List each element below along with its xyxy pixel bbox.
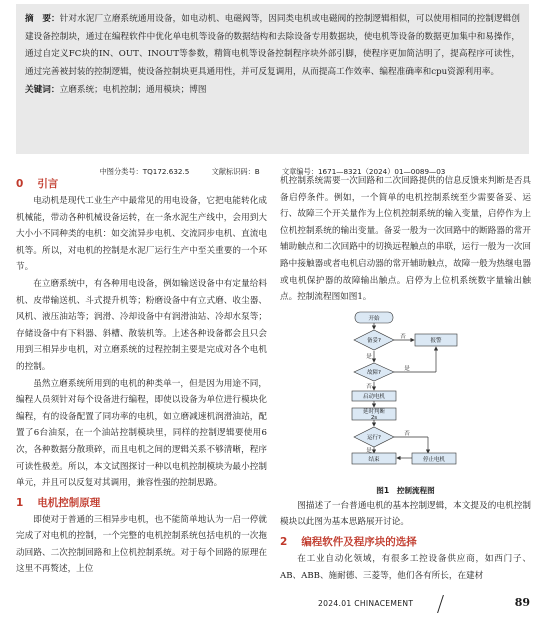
right-paragraph-2: 图描述了一台普通电机的基本控制逻辑，本文提及的电机控制模块以此图为基本思路展开讨论。 — [280, 500, 531, 528]
flow-fault-yes: 是 — [404, 365, 410, 372]
flow-delay-label: 延时判断 — [362, 408, 386, 415]
right-column — [280, 173, 531, 584]
section-2-heading — [280, 534, 531, 551]
section-1-number: 1 — [16, 496, 24, 509]
flow-running-label: 运行? — [367, 434, 381, 441]
flow-ready-no: 否 — [400, 333, 406, 340]
keywords-label: 关键词： — [25, 85, 60, 95]
section-1-heading — [16, 495, 267, 512]
flow-alarm-label: 报警 — [430, 337, 442, 344]
journal-name: 2024.01 CHINACEMENT — [318, 599, 414, 608]
section-1-paragraph: 即使对于普通的三相异步电机，也不能简单地认为一启一停就完成了对电机的控制，一个完整的电机控制系统包括电机的一次拖动回路、二次控制回路和上位机控制系统。对于每个回路的原理在这里不再赘述，上位 — [16, 514, 267, 575]
section-2-number: 2 — [280, 535, 288, 548]
page-footer — [318, 597, 530, 613]
flow-fault-no: 否 — [366, 383, 372, 390]
keywords-text: 立磨系统；电机控制；通用模块；博图 — [59, 85, 207, 95]
intro-paragraph-2: 在立磨系统中，有各种用电设备，例如输送设备中有定量给料机、皮带输送机、斗式提升机等；粉磨设备中有立式磨、收尘器、风机、液压油站等；润滑、冷却设备中有润滑油站、冷却水泵等；存储设备中有下料器、斜槽、散装机等。上述各种设备都会且只会用到三相异步电机，对立磨系统的过程控制主要是完成对各个电机的控制。 — [16, 278, 267, 372]
right-paragraph-1: 机控制系统需要一次回路和二次回路提供的信息反馈来判断是否具备启停条件。例如，一个简单的电机控制系统至少需要备妥、运行、故障三个开关量作为上位机控制系统的输入变量，启停作为上位机控制系统的输出变量。备妥一般为一次回路中的断路器的常开辅助触点和二次回路中的切换远程触点的串联，运行一般为一次回路中接触器或者电机启动器的常开辅助触点，故障一般为热继电器或电机保护器的故障输出触点。启停为上位机系统数字量输出触点。控制流程图如图1。 — [280, 176, 531, 303]
intro-paragraph-1: 电动机是现代工业生产中最常见的用电设备，它把电能转化成机械能，带动各种机械设备运转，在一条水泥生产线中，会用到大大小小不同种类的电机：如交流异步电机、交流同步电机、直流电机等。所以，对电机的控制是水泥厂运行生产中至关重要的一个环节。 — [16, 196, 267, 273]
footer-divider — [437, 595, 444, 613]
section-1-title: 电机控制原理 — [37, 496, 101, 509]
clc-number: 中图分类号：TQ172.632.5 — [99, 167, 190, 176]
section-0-heading — [16, 176, 267, 193]
flow-delay-value: 2s — [370, 414, 378, 421]
flow-start-motor-label: 启动电机 — [362, 393, 386, 400]
article-number: 文章编号：1671—8321（2024）01—0089—03 — [282, 167, 446, 176]
section-2-paragraph: 在工业自动化领域，有很多工控设备供应商，如西门子、AB、ABB、施耐德、三菱等，他们各有所长，在建材 — [280, 553, 531, 581]
flow-end-label: 结束 — [368, 456, 380, 463]
flow-ready-label: 备妥? — [367, 337, 381, 344]
page-number: 89 — [514, 596, 530, 609]
intro-paragraph-3: 虽然立磨系统所用到的电机的种类单一，但是因为用途不同，编程人员须针对每个设备进行编程，即使以设备为单位进行模块化编程，有的设备配置了同功率的电机，如立磨减速机润滑油站，配置了6台油泵，在一个油站控制模块里，同样的控制逻辑要使用6次，各种数据分散琐碎，而且电机之间的逻辑关系不够清晰，程序可读性极差。所以，本文试图探讨一种以电机控制模块为最小控制单元，并且可以反复对其调用，兼容性强的控制思路。 — [16, 378, 267, 489]
flow-start-label: 开始 — [368, 315, 380, 322]
abstract-paragraph — [25, 11, 520, 81]
section-0-number: 0 — [16, 178, 24, 190]
flowchart-figure — [280, 310, 531, 482]
left-column — [16, 173, 267, 578]
section-0-title: 引言 — [37, 178, 59, 190]
flow-ready-yes: 是 — [366, 353, 372, 360]
document-code: 文献标识码：B — [211, 167, 260, 176]
figure-caption: 图1 控制流程图 — [376, 485, 435, 495]
abstract-box — [16, 4, 529, 154]
keywords — [25, 82, 520, 100]
abstract-text: 针对水泥厂立磨系统通用设备，如电动机、电磁阀等，因同类电机或电磁阀的控制逻辑相似，可以使用相同的控制逻辑创建设备控制块，通过在编程软件中优化单电机等设备的数据结构和去除设备专用数据块，使电机等设备的数据更加集中和易操作，通过自定义FC块的IN、OUT、INOUT等参数，精简电机等设备控制程序块外部引脚，使程序更加简洁明了，提高程序可读性，通过完善被封装的控制逻辑，使设备控制块更具通用性，并可反复调用，从而提高工作效率、编程准确率和cpu资源利用率。 — [25, 14, 521, 77]
flow-running-yes: 是 — [366, 447, 372, 454]
flow-running-no: 否 — [404, 430, 410, 437]
flow-fault-label: 故障? — [367, 369, 381, 376]
section-2-title: 编程软件及程序块的选择 — [301, 535, 417, 548]
abstract-label: 摘 要： — [25, 14, 60, 24]
flow-stop-motor-label: 停止电机 — [422, 456, 446, 463]
flowchart — [332, 310, 482, 470]
